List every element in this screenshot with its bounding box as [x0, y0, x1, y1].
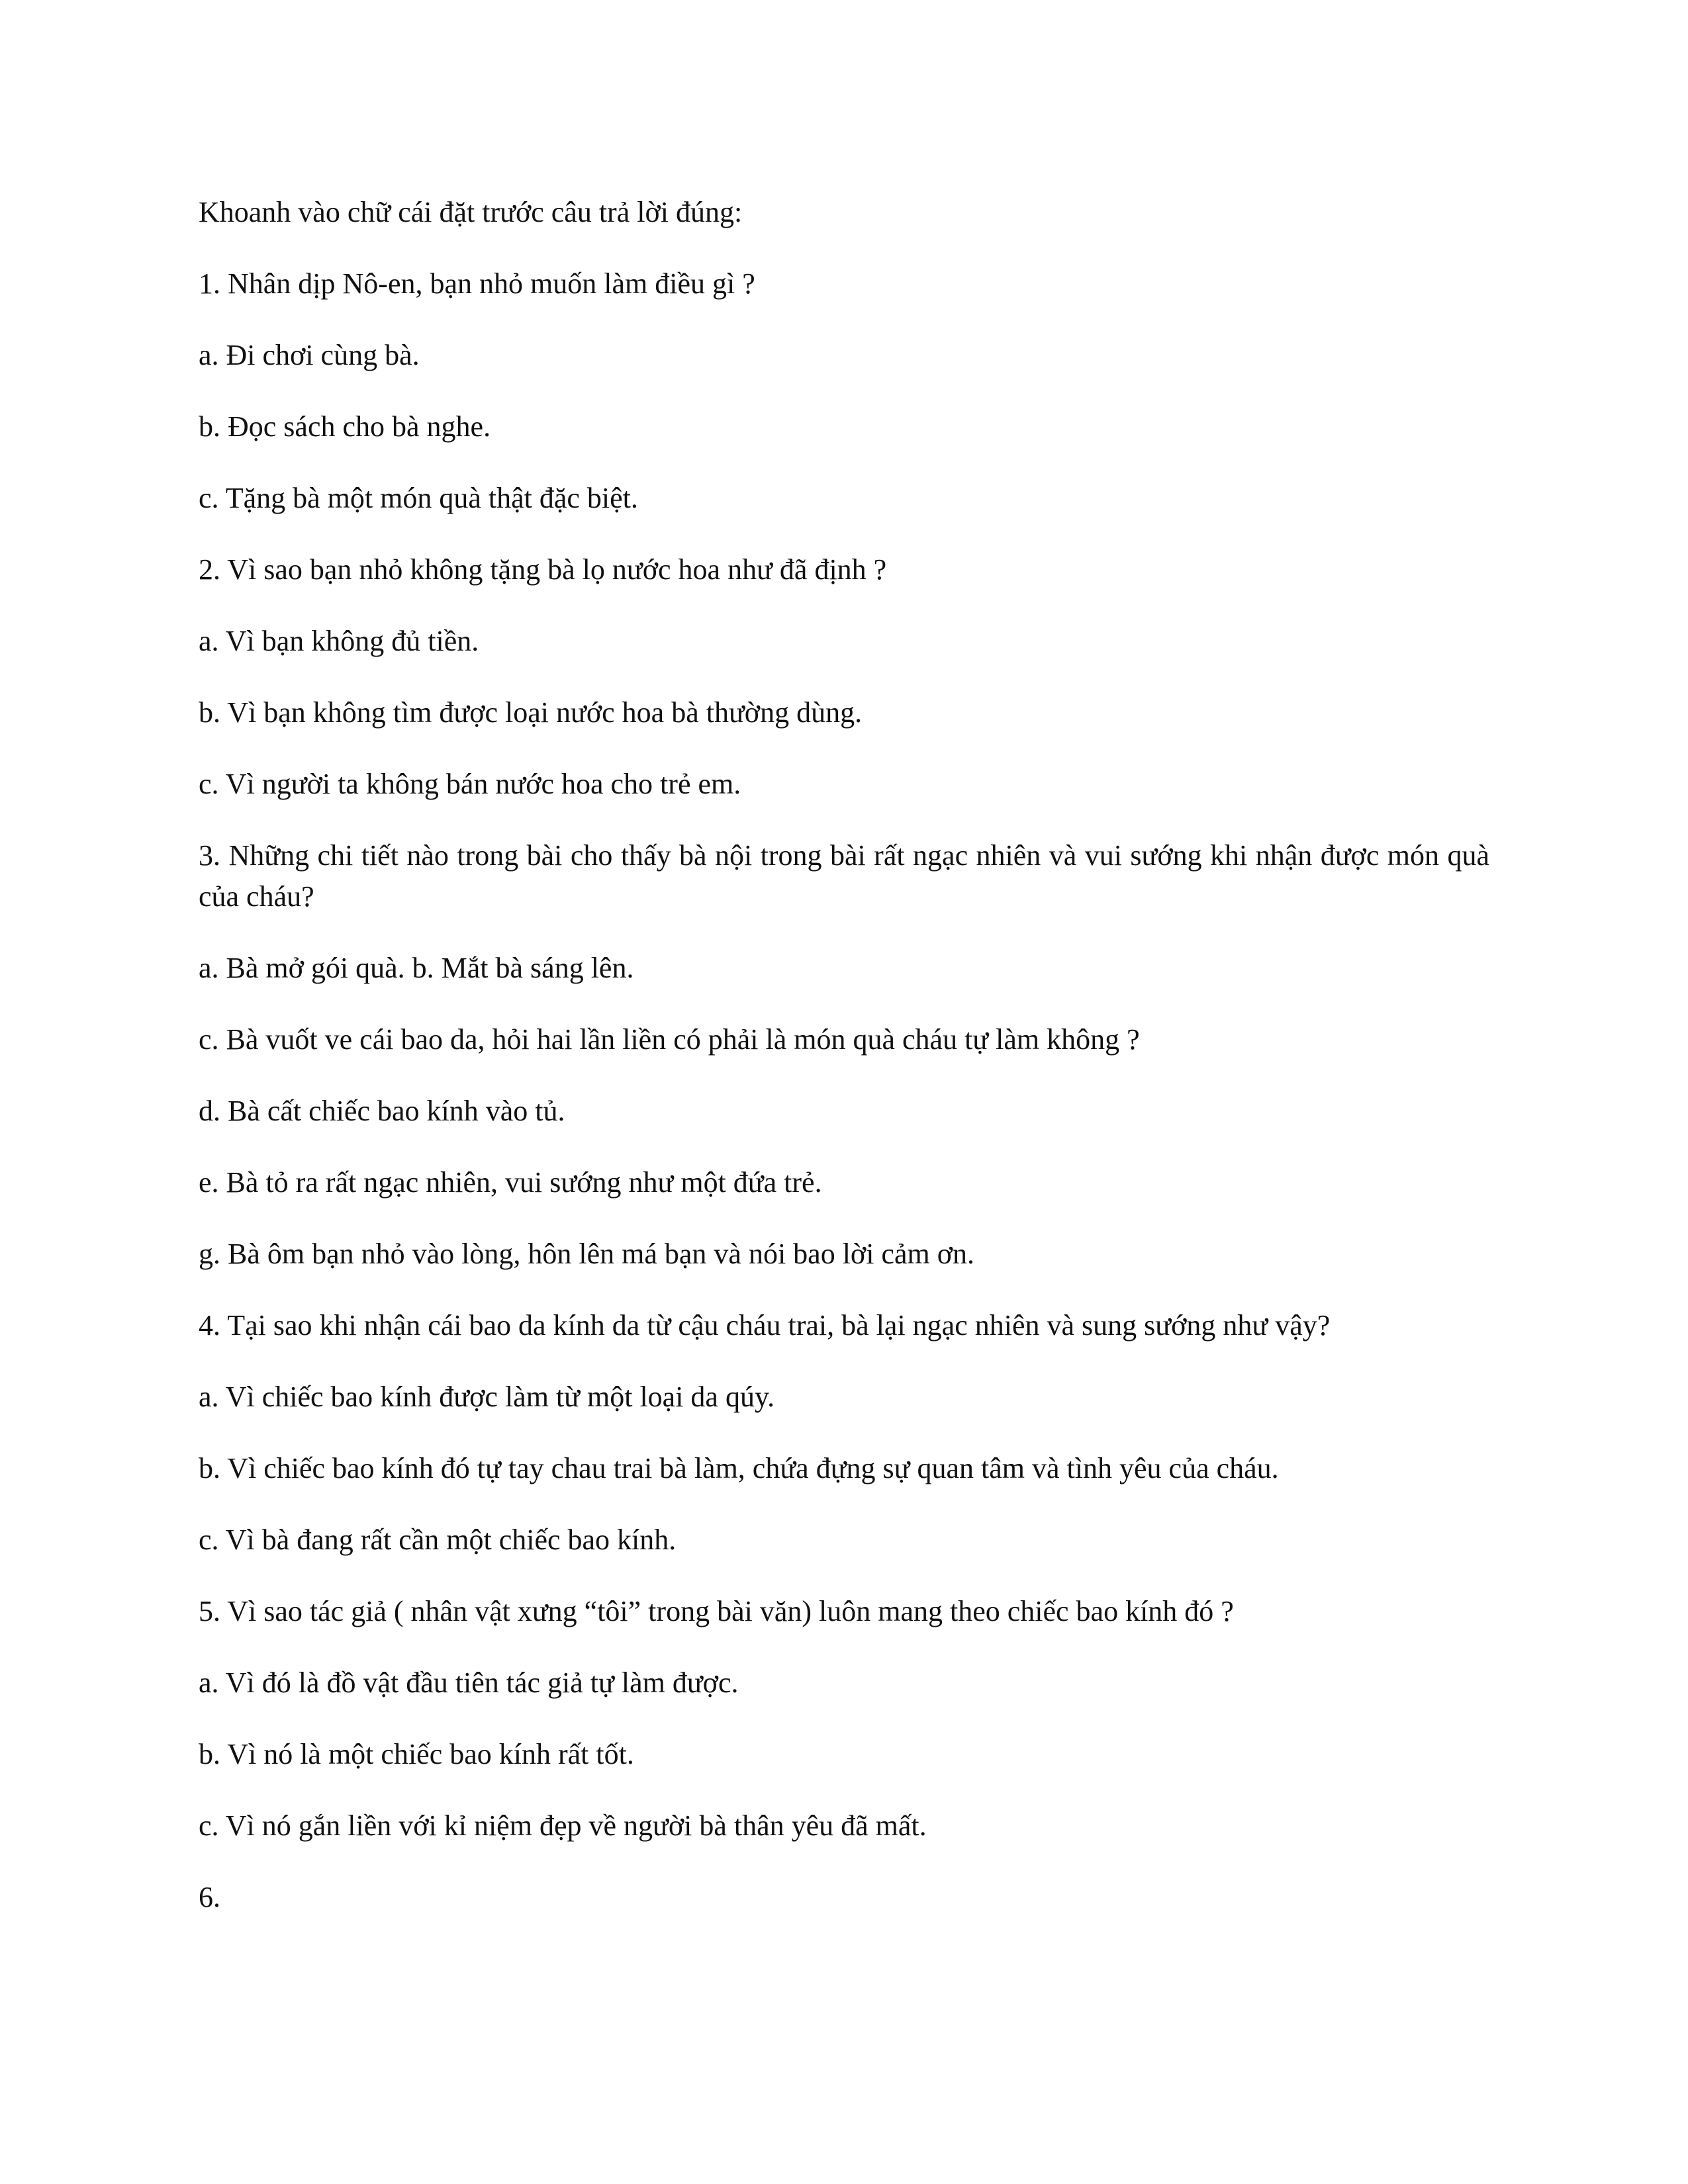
question-4: 4. Tại sao khi nhận cái bao da kính da từ cậu cháu trai, bà lại ngạc nhiên và sung sướng như vậy? [199, 1309, 1331, 1342]
question-2-option-b: b. Vì bạn không tìm được loại nước hoa bà thường dùng. [199, 696, 863, 729]
question-1-option-a: a. Đi chơi cùng bà. [199, 339, 420, 371]
question-3-option-c: c. Bà vuốt ve cái bao da, hỏi hai lần liền có phải là món quà cháu tự làm không ? [199, 1023, 1140, 1056]
question-4-option-b: b. Vì chiếc bao kính đó tự tay chau trai bà làm, chứa đựng sự quan tâm và tình yêu của cháu. [199, 1452, 1279, 1484]
question-2-option-c: c. Vì người ta không bán nước hoa cho trẻ em. [199, 768, 741, 800]
question-1: 1. Nhân dịp Nô-en, bạn nhỏ muốn làm điều gì ? [199, 267, 755, 300]
instruction-text: Khoanh vào chữ cái đặt trước câu trả lời đúng: [199, 196, 743, 228]
question-1-option-b: b. Đọc sách cho bà nghe. [199, 410, 491, 443]
question-5-option-a: a. Vì đó là đồ vật đầu tiên tác giả tự làm được. [199, 1666, 739, 1699]
question-4-option-a: a. Vì chiếc bao kính được làm từ một loại da qúy. [199, 1381, 775, 1413]
question-2-option-a: a. Vì bạn không đủ tiền. [199, 625, 479, 657]
question-5-option-b: b. Vì nó là một chiếc bao kính rất tốt. [199, 1738, 634, 1770]
question-3-options-a-b: a. Bà mở gói quà. b. Mắt bà sáng lên. [199, 952, 634, 984]
question-1-option-c: c. Tặng bà một món quà thật đặc biệt. [199, 482, 638, 514]
document-body [199, 192, 1489, 1948]
question-5: 5. Vì sao tác giả ( nhân vật xưng “tôi” trong bài văn) luôn mang theo chiếc bao kính đó ? [199, 1595, 1234, 1627]
question-3-option-e: e. Bà tỏ ra rất ngạc nhiên, vui sướng như một đứa trẻ. [199, 1166, 822, 1199]
question-4-option-c: c. Vì bà đang rất cần một chiếc bao kính. [199, 1524, 677, 1556]
question-6: 6. [199, 1881, 220, 1913]
question-5-option-c: c. Vì nó gắn liền với kỉ niệm đẹp về người bà thân yêu đã mất. [199, 1809, 927, 1842]
question-3: 3. Những chi tiết nào trong bài cho thấy bà nội trong bài rất ngạc nhiên và vui sướng khi nhận được món quà của cháu? [199, 839, 1489, 913]
question-3-option-g: g. Bà ôm bạn nhỏ vào lòng, hôn lên má bạn và nói bao lời cảm ơn. [199, 1238, 974, 1270]
question-2: 2. Vì sao bạn nhỏ không tặng bà lọ nước hoa như đã định ? [199, 553, 887, 586]
question-3-option-d: d. Bà cất chiếc bao kính vào tủ. [199, 1095, 565, 1127]
